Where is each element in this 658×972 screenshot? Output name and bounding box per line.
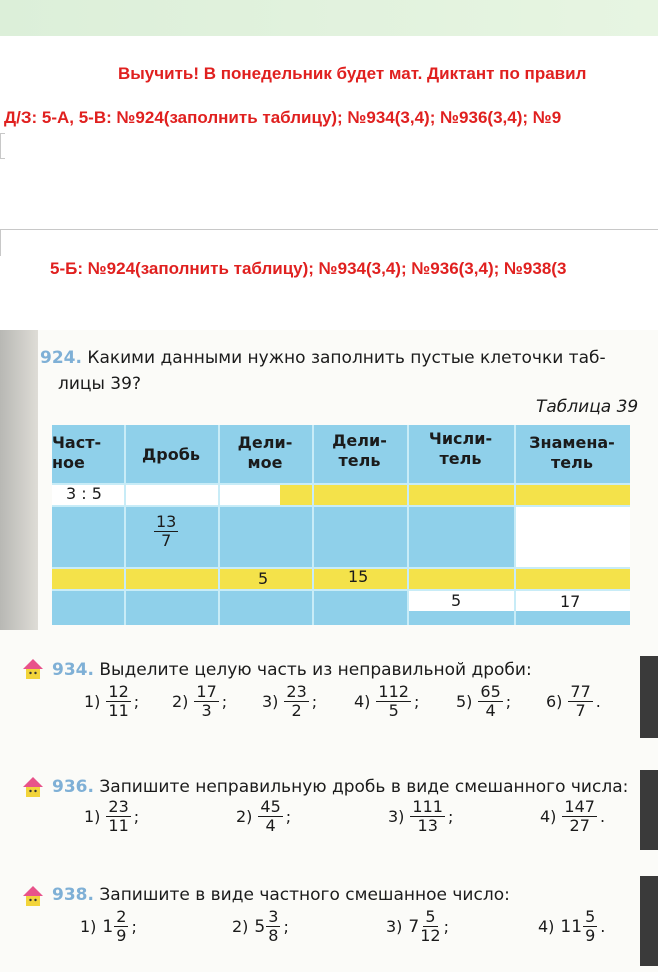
header-divisor: Дели- тель <box>332 431 387 470</box>
task-938-item: 3) 7 5 12 ; <box>386 907 449 945</box>
task-936-text: Запишите неправильную дробь в виде смешанного числа: <box>99 777 629 797</box>
cell-divisor-row3: 15 <box>348 567 369 586</box>
row4-white <box>407 589 630 611</box>
row1-yellow <box>280 483 630 505</box>
photo-shadow <box>640 770 658 850</box>
task-936-item: 2) 45 4 ; <box>236 797 292 835</box>
task-934-text: Выделите целую часть из неправильной дроби: <box>99 660 532 680</box>
header-dividend: Дели- мое <box>237 433 293 472</box>
header-denominator: Знамена- тель <box>529 433 615 472</box>
table-39 <box>52 425 630 625</box>
task-934-item: 4) 112 5 ; <box>354 682 420 720</box>
table-caption: Таблица 39 <box>536 397 639 417</box>
task-934-heading: 934. Выделите целую часть из неправильной дроби: <box>52 660 532 680</box>
task-938-item: 4) 11 5 9 . <box>538 907 606 945</box>
cell-dividend-row3: 5 <box>258 569 269 588</box>
cell-fraction-row2: $\frac{13}{7}$ <box>156 512 177 550</box>
task-934-item: 2) 17 3 ; <box>172 682 228 720</box>
task-924-heading: 924. Какими данными нужно заполнить пустые клеточки таб- <box>40 348 606 368</box>
task-938-item: 2) 5 3 8 ; <box>232 907 289 945</box>
row3-yellow <box>52 567 630 589</box>
task-924-text-line2: лицы 39? <box>58 374 141 394</box>
task-936-item: 4) 147 27 . <box>540 797 606 835</box>
task-934-item: 3) 23 2 ; <box>262 682 318 720</box>
cell-numerator-row4: 5 <box>451 591 462 610</box>
homework-5a-5v: Д/З: 5-А, 5-В: №924(заполнить таблицу); №934(3,4); №936(3,4); №9 <box>4 108 562 127</box>
page-edge <box>0 330 38 630</box>
cell-denominator-row4: 17 <box>560 592 581 611</box>
task-924-text-line1: Какими данными нужно заполнить пустые клеточки таб- <box>87 348 606 368</box>
header-numerator: Числи- тель <box>428 429 493 468</box>
task-936-item: 3) 111 13 ; <box>388 797 454 835</box>
row2-white <box>514 505 630 567</box>
text-frame <box>0 229 658 256</box>
task-938-heading: 938. Запишите в виде частного смешанное число: <box>52 885 510 905</box>
house-icon <box>22 776 44 798</box>
house-icon <box>22 658 44 680</box>
task-938-item: 1) 1 2 9 ; <box>80 907 137 945</box>
announcement-text: Выучить! В понедельник будет мат. Диктант по правил <box>118 64 587 83</box>
task-924-number: 924 <box>40 348 76 368</box>
text-frame-edge <box>0 133 5 159</box>
textbook-photo <box>0 330 658 972</box>
header-bar <box>0 0 658 36</box>
header-quotient: Част- ное <box>52 433 102 472</box>
cell-quotient-row1: 3 : 5 <box>66 484 102 503</box>
task-934-item: 5) 65 4 ; <box>456 682 512 720</box>
photo-shadow <box>640 656 658 738</box>
photo-shadow <box>640 876 658 966</box>
header-fraction: Дробь <box>142 445 200 464</box>
task-934-item: 6) 77 7 . <box>546 682 601 720</box>
task-934-item: 1) 12 11 ; <box>84 682 140 720</box>
task-936-item: 1) 23 11 ; <box>84 797 140 835</box>
task-938-text: Запишите в виде частного смешанное число: <box>99 885 510 905</box>
task-936-heading: 936. Запишите неправильную дробь в виде смешанного числа: <box>52 777 629 797</box>
house-icon <box>22 885 44 907</box>
homework-5b: 5-Б: №924(заполнить таблицу); №934(3,4); №936(3,4); №938(3 <box>50 259 567 278</box>
